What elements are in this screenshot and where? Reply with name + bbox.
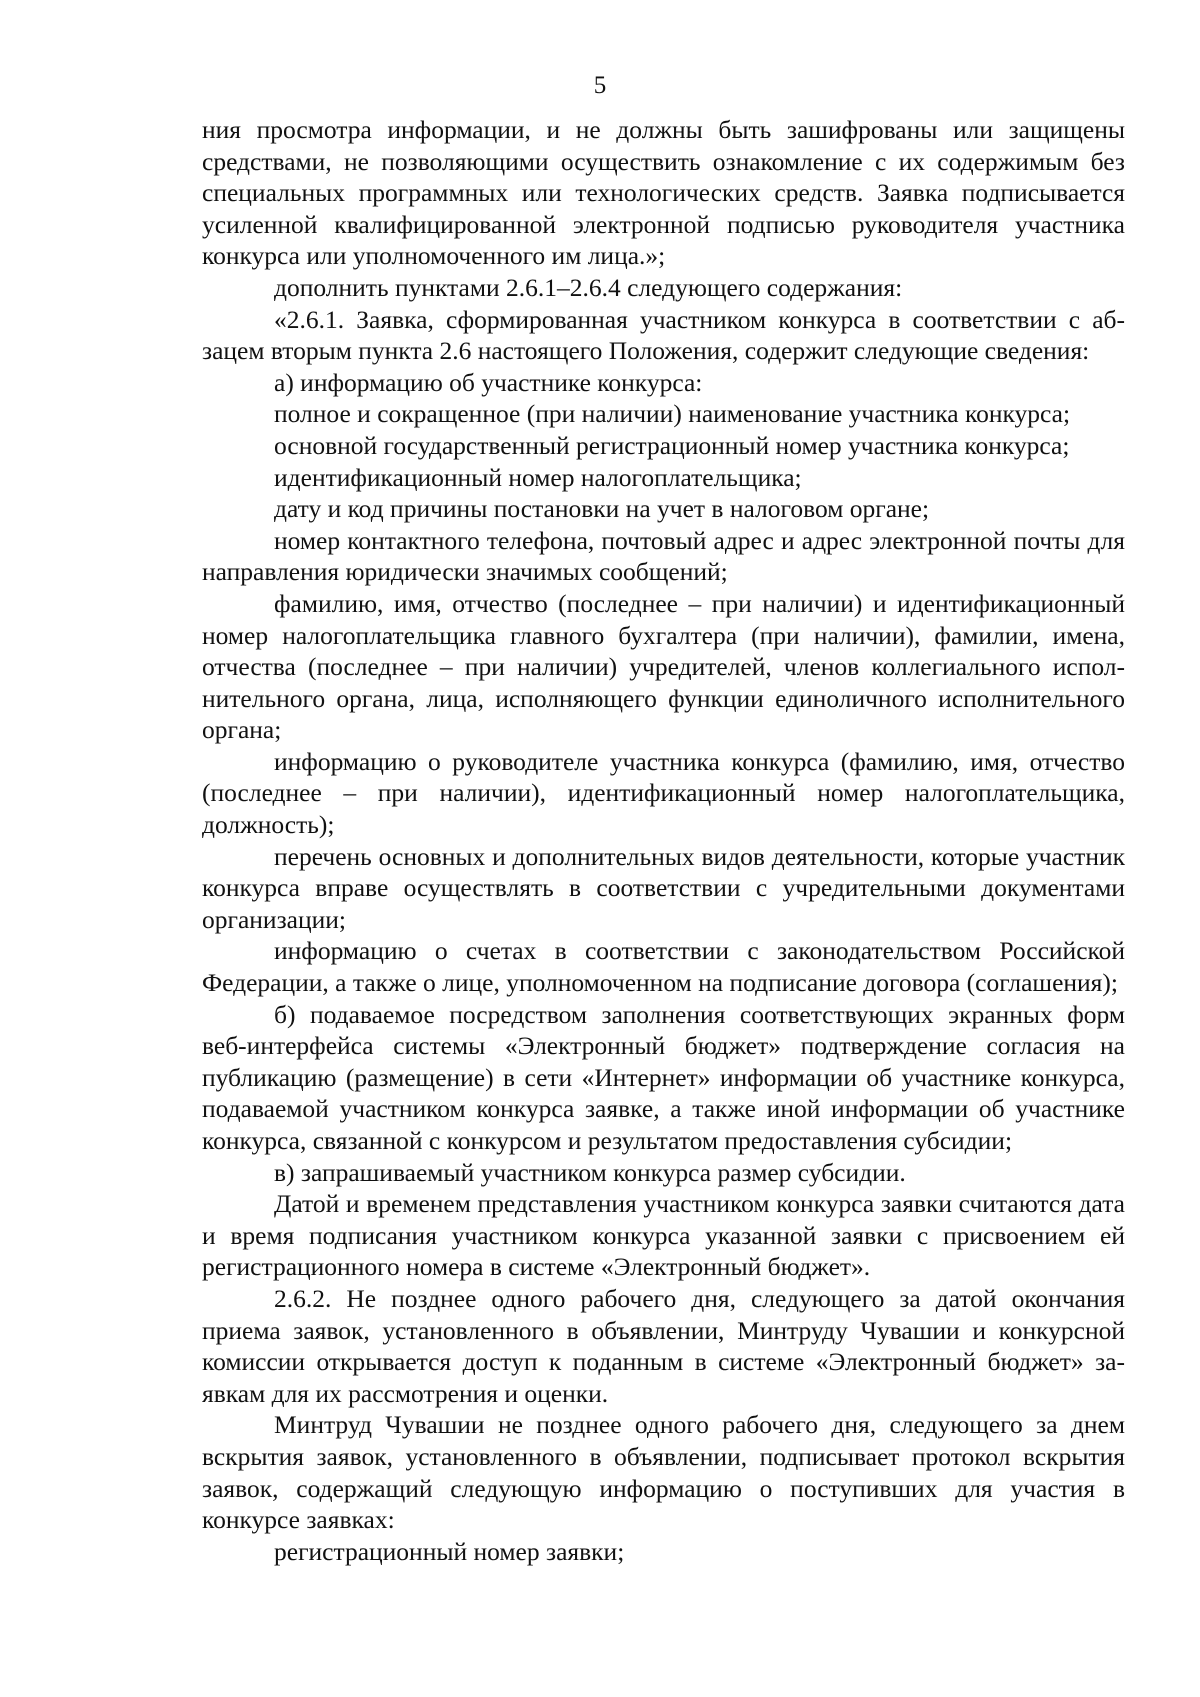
- page-number: 5: [593, 72, 607, 99]
- paragraph: полное и сокращенное (при наличии) наименование участника конкурса;: [274, 399, 1071, 429]
- paragraph: фамилию, имя, отчество (последнее – при наличии) и идентификационный номер налогоплательщика главного бухгалтера (при наличии), фамилии, имена, отчества (последнее – при наличии) учредителей, членов коллегиального исполнительного органа, лица, исполняющего функции единоличного исполнительного органа;: [202, 588, 1125, 745]
- paragraph: информацию о руководителе участника конкурса (фамилию, имя, отчество (последнее – при наличии), идентификационный номер налогоплательщика, должность);: [202, 746, 1125, 840]
- paragraph: перечень основных и дополнительных видов деятельности, которые участник конкурса вправе осуществлять в соответствии с учредительными документами организации;: [202, 841, 1125, 934]
- paragraph: регистрационный номер заявки;: [274, 1536, 625, 1566]
- document-body: [202, 114, 1125, 1567]
- paragraph: Минтруд Чувашии не позднее одного рабочего дня, следующего за днем вскрытия заявок, установленного в объявлении, подписывает протокол вскрытия заявок, содержащий следующую информацию о поступивших для участия в конкурсе заявках:: [202, 1410, 1125, 1535]
- paragraph: основной государственный регистрационный номер участника конкурса;: [274, 430, 1070, 460]
- paragraph: номер контактного телефона, почтовый адрес и адрес электронной почты для направления юридически значимых сообщений;: [202, 525, 1125, 587]
- paragraph: «2.6.1. Заявка, сформированная участником конкурса в соответствии с абзацем вторым пункта 2.6 настоящего Положения, содержит следующие сведения:: [202, 304, 1125, 366]
- paragraph: б) подаваемое посредством заполнения соответствующих экранных форм веб-интерфейса системы «Электронный бюджет» подтверждение согласия на публикацию (размещение) в сети «Интернет» информации об участнике конкурса, подаваемой участником конкурса заявке, а также иной информации об участнике конкурса, связанной с конкурсом и результатом предоставления субсидии;: [202, 999, 1125, 1155]
- paragraph: идентификационный номер налогоплательщика;: [274, 462, 802, 492]
- paragraph: информацию о счетах в соответствии с законодательством Российской Федерации, а также о лице, уполномоченном на подписание договора (соглашения);: [202, 936, 1125, 998]
- paragraph: дату и код причины постановки на учет в налоговом органе;: [274, 494, 930, 524]
- paragraph: 2.6.2. Не позднее одного рабочего дня, следующего за датой окончания приема заявок, установленного в объявлении, Минтруду Чувашии и конкурсной комиссии открывается доступ к поданным в системе «Электронный бюджет» заявкам для их рассмотрения и оценки.: [202, 1283, 1125, 1408]
- paragraph: ния просмотра информации, и не должны быть зашифрованы или защищены средствами, не позволяющими осуществить ознакомление с их содержимым без специальных программных или технологических средств. Заявка подписывается усиленной квалифицированной электронной подписью руководителя участника конкурса или уполномоченного им лица.»;: [202, 115, 1125, 271]
- paragraph: в) запрашиваемый участником конкурса размер субсидии.: [274, 1157, 906, 1187]
- paragraph: дополнить пунктами 2.6.1–2.6.4 следующего содержания:: [274, 272, 903, 302]
- paragraph: а) информацию об участнике конкурса:: [274, 367, 703, 397]
- paragraph: Датой и временем представления участником конкурса заявки считаются дата и время подписания участником конкурса указанной заявки с присвоением ей регистрационного номера в системе «Электронный бюджет».: [202, 1189, 1125, 1282]
